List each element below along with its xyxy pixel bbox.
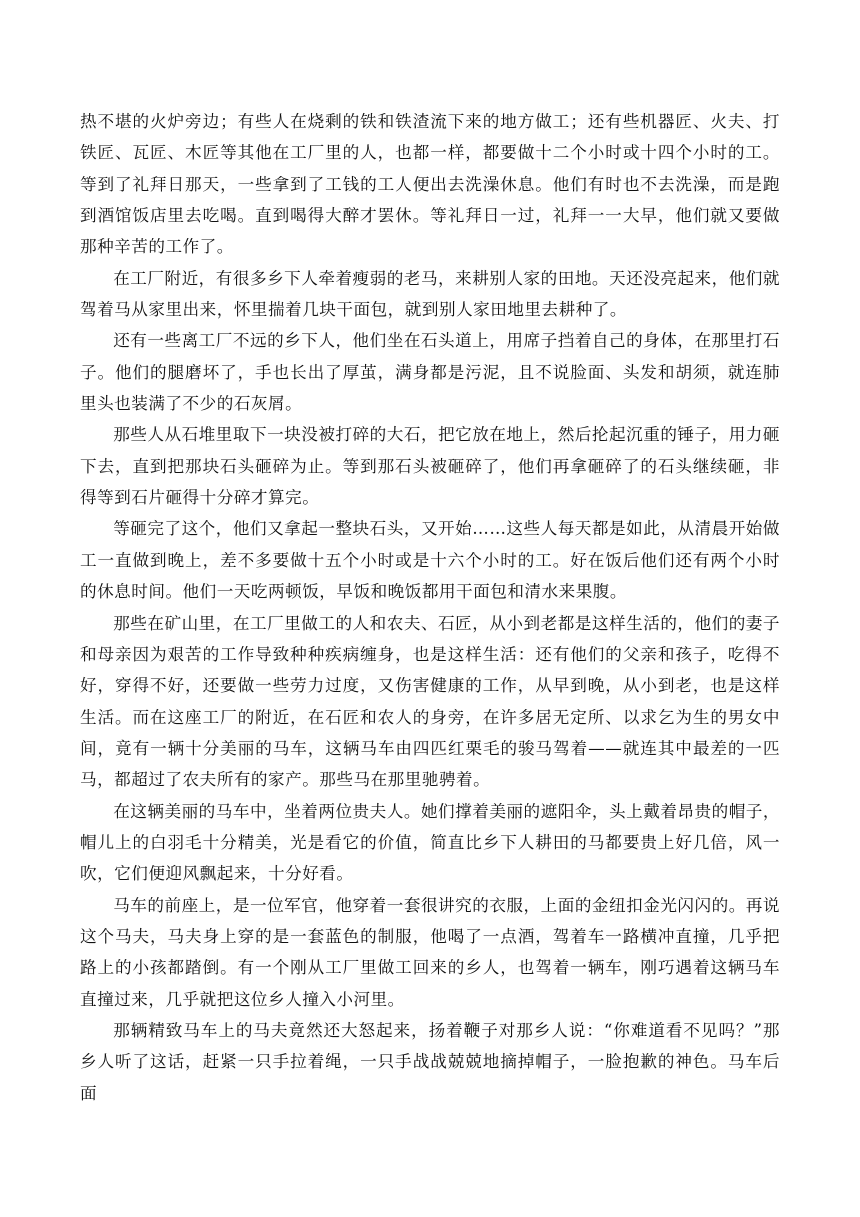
paragraph-9: 那辆精致马车上的马夫竟然还大怒起来，扬着鞭子对那乡人说：“你难道看不见吗？”那乡人听了这话，赶紧一只手拉着绳，一只手战战兢兢地摘掉帽子，一脸抱歉的神色。马车后面 — [80, 1020, 780, 1103]
paragraph-2: 在工厂附近，有很多乡下人牵着瘦弱的老马，来耕别人家的田地。天还没亮起来，他们就驾着马从家里出来，怀里揣着几块干面包，就到别人家田地里去耕种了。 — [80, 268, 780, 320]
paragraph-7: 在这辆美丽的马车中，坐着两位贵夫人。她们撑着美丽的遮阳伞，头上戴着昂贵的帽子，帽儿上的白羽毛十分精美，光是看它的价值，简直比乡下人耕田的马都要贵上好几倍，风一吹，它们便迎风飘起来，十分好看。 — [80, 801, 780, 884]
paragraph-1: 热不堪的火炉旁边；有些人在烧剩的铁和铁渣流下来的地方做工；还有些机器匠、火夫、打铁匠、瓦匠、木匠等其他在工厂里的人，也都一样，都要做十二个小时或十四个小时的工。等到了礼拜日那天，一些拿到了工钱的工人便出去洗澡休息。他们有时也不去洗澡，而是跑到酒馆饭店里去吃喝。直到喝得大醉才罢休。等礼拜日一过，礼拜一一大早，他们就又要做那种辛苦的工作了。 — [80, 112, 780, 257]
paragraph-3: 还有一些离工厂不远的乡下人，他们坐在石头道上，用席子挡着自己的身体，在那里打石子。他们的腿磨坏了，手也长出了厚茧，满身都是污泥，且不说脸面、头发和胡须，就连肺里头也装满了不少的石灰屑。 — [80, 331, 780, 414]
paragraph-6: 那些在矿山里，在工厂里做工的人和农夫、石匠，从小到老都是这样生活的，他们的妻子和母亲因为艰苦的工作导致种种疾病缠身，也是这样生活：还有他们的父亲和孩子，吃得不好，穿得不好，还要做一些劳力过度，又伤害健康的工作，从早到晚，从小到老，也是这样生活。而在这座工厂的附近，在石匠和农人的身旁，在许多居无定所、以求乞为生的男女中间，竟有一辆十分美丽的马车，这辆马车由四匹红栗毛的骏马驾着——就连其中最差的一匹马，都超过了农夫所有的家产。那些马在那里驰骋着。 — [80, 613, 780, 790]
paragraph-4: 那些人从石堆里取下一块没被打碎的大石，把它放在地上，然后抡起沉重的锤子，用力砸下去，直到把那块石头砸碎为止。等到那石头被砸碎了，他们再拿砸碎了的石头继续砸，非得等到石片砸得十分碎才算完。 — [80, 425, 780, 508]
paragraph-5: 等砸完了这个，他们又拿起一整块石头，又开始……这些人每天都是如此，从清晨开始做工一直做到晚上，差不多要做十五个小时或是十六个小时的工。好在饭后他们还有两个小时的休息时间。他们一天吃两顿饭，早饭和晚饭都用干面包和清水来果腹。 — [80, 519, 780, 602]
document-body — [80, 106, 780, 1109]
paragraph-8: 马车的前座上，是一位军官，他穿着一套很讲究的衣服，上面的金纽扣金光闪闪的。再说这个马夫，马夫身上穿的是一套蓝色的制服，他喝了一点酒，驾着车一路横冲直撞，几乎把路上的小孩都踏倒。有一个刚从工厂里做工回来的乡人，也驾着一辆车，刚巧遇着这辆马车直撞过来，几乎就把这位乡人撞入小河里。 — [80, 895, 780, 1009]
